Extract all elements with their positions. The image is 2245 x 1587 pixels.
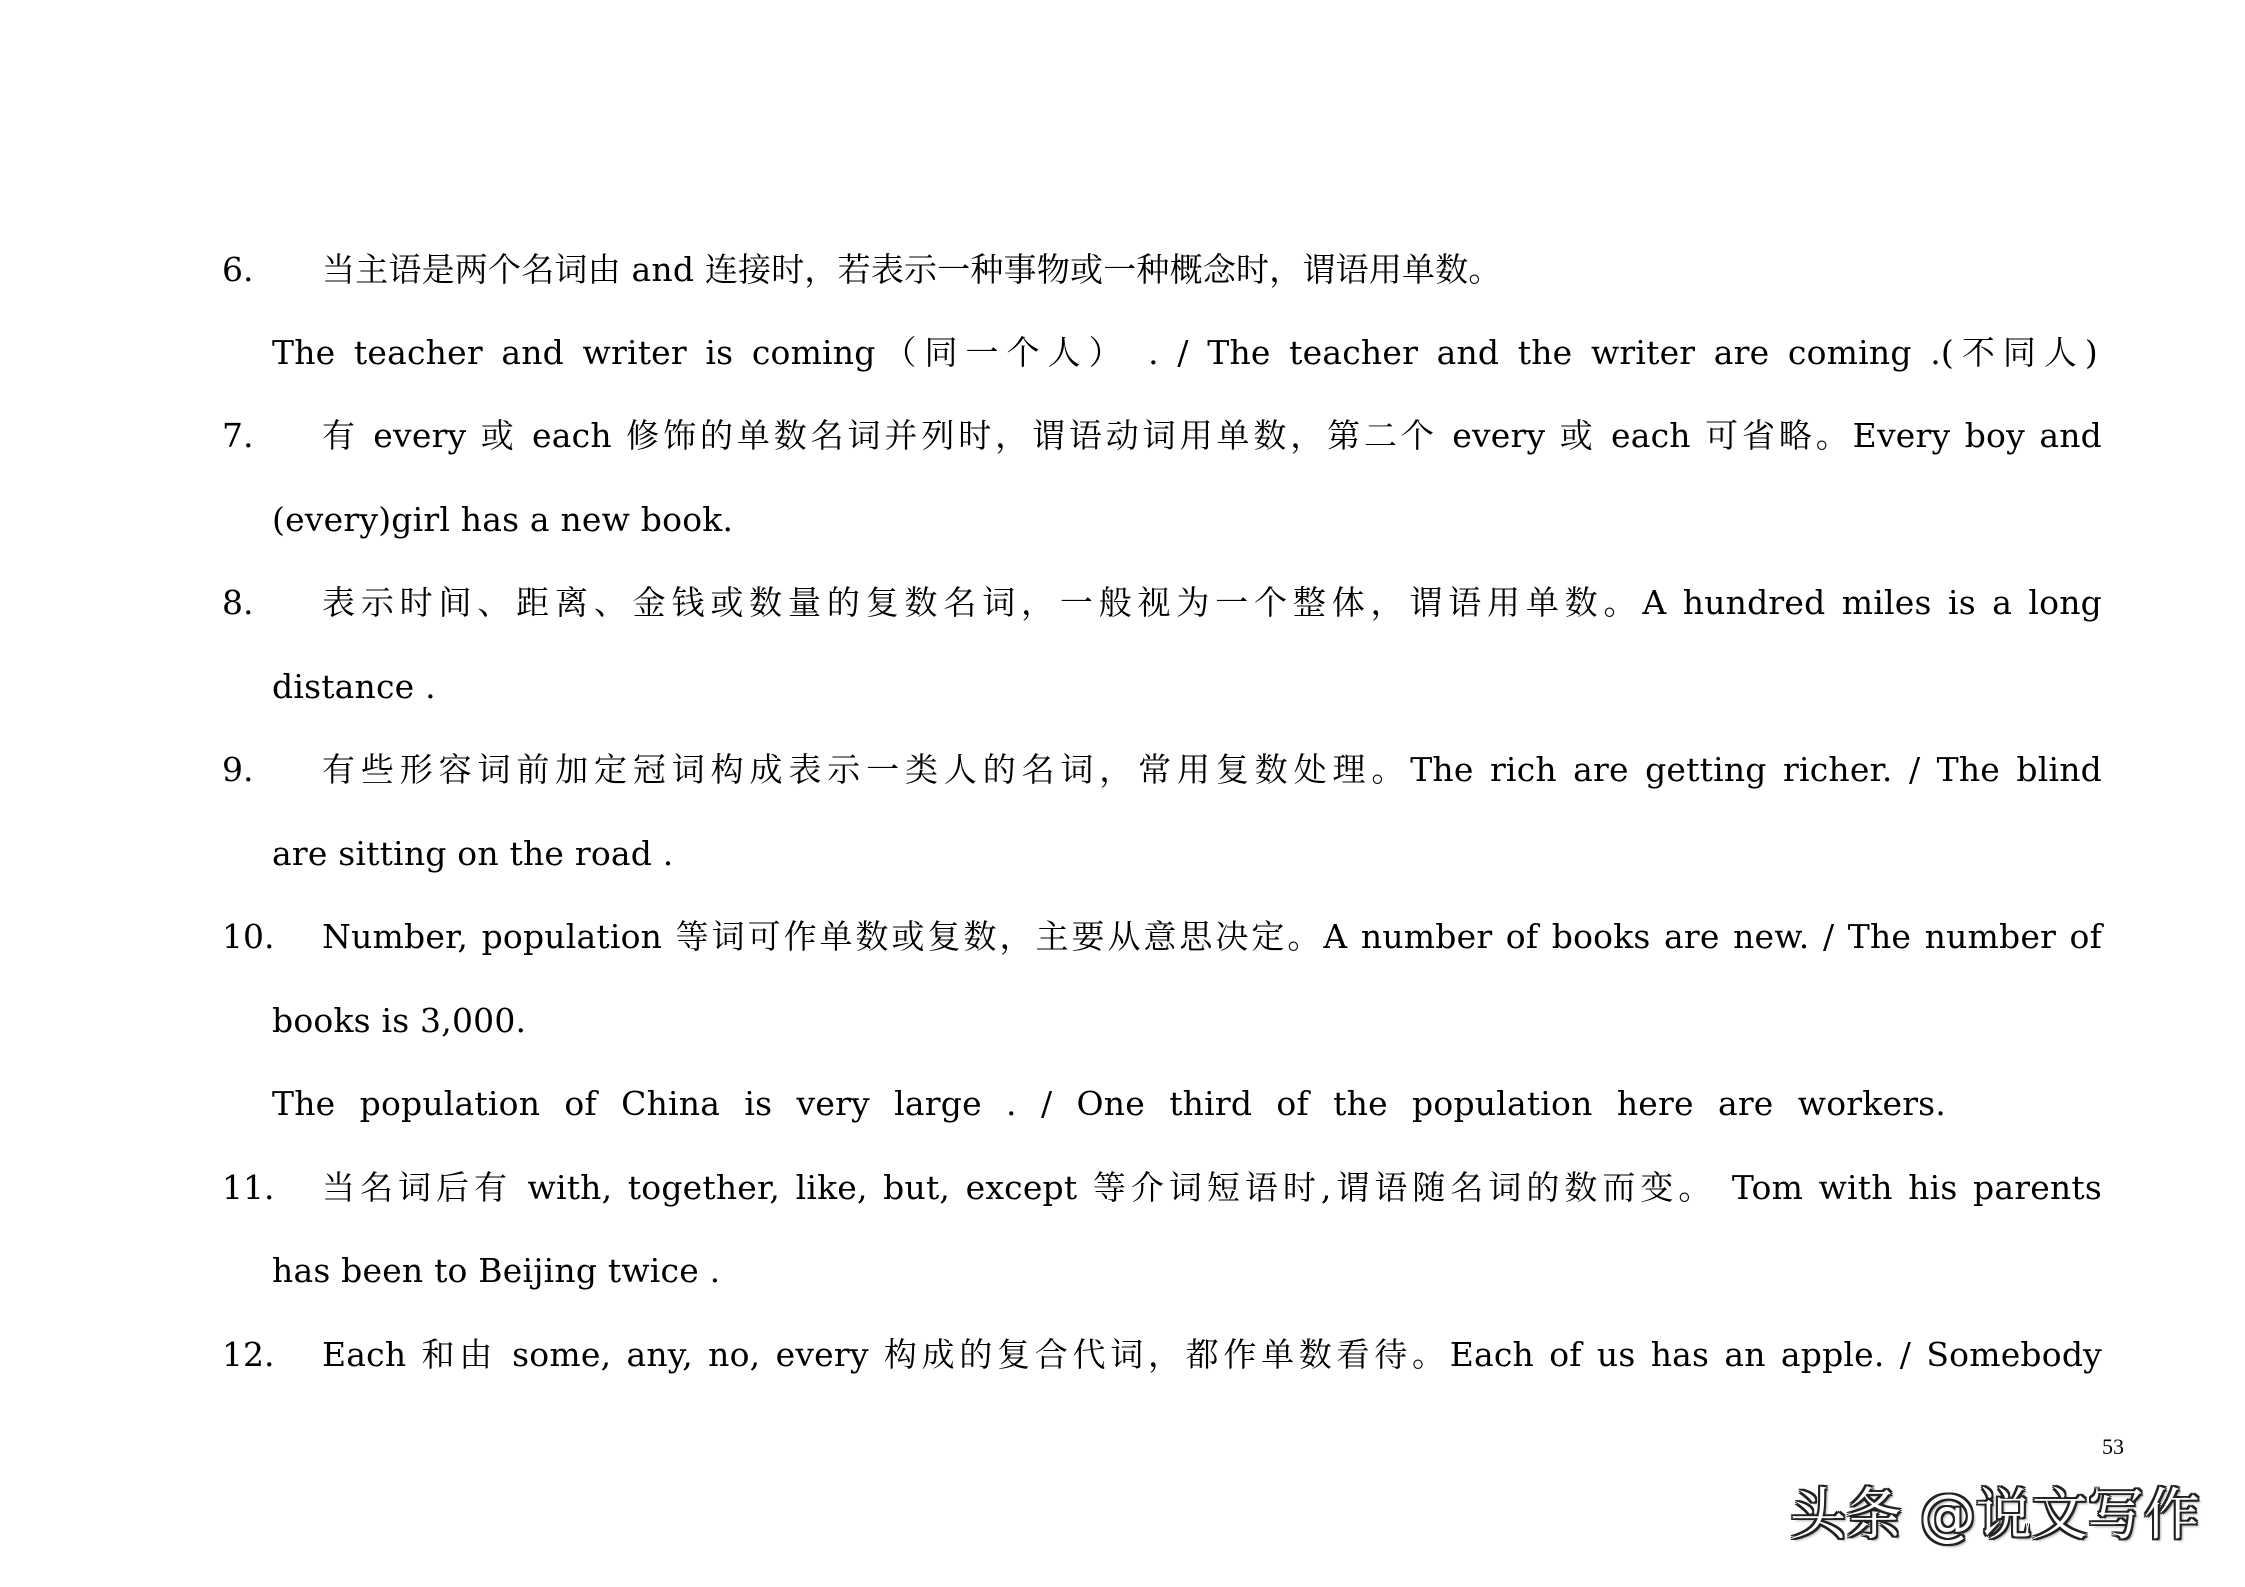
item-number: 12. xyxy=(222,1335,275,1374)
watermark: 头条 @说文写作 xyxy=(1790,1483,2200,1548)
item-text-line: Each 和由 some, any, no, every 构成的复合代词，都作单数看待。Each of us has an apple. / Somebody xyxy=(322,1335,2102,1374)
item-text-line: has been to Beijing twice . xyxy=(272,1251,721,1290)
item-number: 6. xyxy=(222,250,254,289)
item-text-line: books is 3,000. xyxy=(272,1001,527,1040)
item-text-line: distance . xyxy=(272,667,436,706)
item-text-line: Number, population 等词可作单数或复数，主要从意思决定。A number of books are new. / The number of xyxy=(322,917,2102,956)
item-text-line: 有些形容词前加定冠词构成表示一类人的名词，常用复数处理。The rich are getting richer. / The blind xyxy=(322,750,2102,789)
item-number: 8. xyxy=(222,583,254,622)
page-number: 53 xyxy=(2102,1434,2124,1459)
item-number: 7. xyxy=(222,416,254,455)
item-text-line: 当名词后有 with, together, like, but, except 等介词短语时,谓语随名词的数而变。 Tom with his parents xyxy=(322,1168,2102,1207)
item-number: 9. xyxy=(222,750,254,789)
item-number: 10. xyxy=(222,917,275,956)
item-text-line: 有 every 或 each 修饰的单数名词并列时，谓语动词用单数，第二个 every 或 each 可省略。Every boy and xyxy=(322,416,2102,455)
item-number: 11. xyxy=(222,1168,275,1207)
item-text-line: The teacher and writer is coming（同一个人） . / The teacher and the writer are coming .(不同人) xyxy=(272,333,2098,372)
item-text-line: (every)girl has a new book. xyxy=(272,500,734,539)
item-text-line: 当主语是两个名词由 and 连接时，若表示一种事物或一种概念时，谓语用单数。 xyxy=(322,250,1502,289)
item-text-line: The population of China is very large . / One third of the population here are workers. xyxy=(272,1084,1946,1123)
item-text-line: 表示时间、距离、金钱或数量的复数名词，一般视为一个整体，谓语用单数。A hundred miles is a long xyxy=(322,583,2102,622)
item-text-line: are sitting on the road . xyxy=(272,834,674,873)
